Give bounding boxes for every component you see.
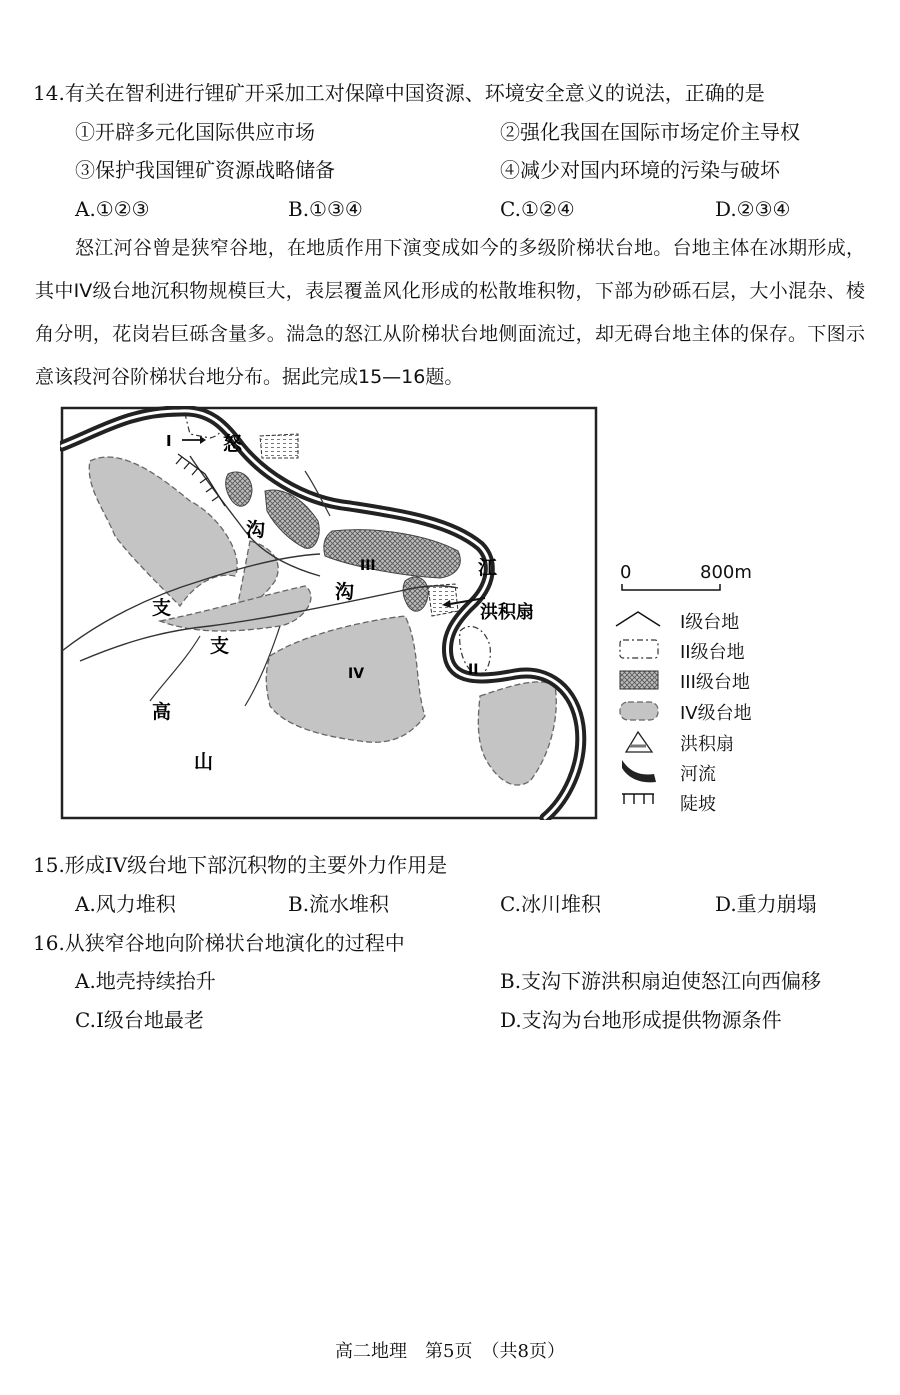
q16-option-b: B.支沟下游洪积扇迫使怒江向西偏移 xyxy=(500,969,822,993)
passage: 怒江河谷曾是狭窄谷地，在地质作用下演变成如今的多级阶梯状台地。台地主体在冰期形成，其中IV级台地沉积物规模巨大，表层覆盖风化形成的松散堆积物，下部为砂砾石层，大小混杂、棱角分明，花岗岩巨砾含量多。湍急的怒江从阶梯状台地侧面流过，却无碍台地主体的保存。下图示意该段河谷阶梯状台地分布。据此完成15—16题。 xyxy=(35,237,865,388)
label-zhi-2: 支 xyxy=(210,635,230,657)
label-terrace-i: I xyxy=(166,432,172,450)
legend-label-steep: 陡坡 xyxy=(680,794,716,815)
legend-label-river: 河流 xyxy=(680,764,716,785)
label-gou-1: 沟 xyxy=(246,519,266,541)
legend-label-i: I级台地 xyxy=(680,612,740,633)
q16-stem: 16.从狭窄谷地向阶梯状台地演化的过程中 xyxy=(33,931,405,955)
label-terrace-ii: II xyxy=(468,662,479,678)
label-gou-2: 沟 xyxy=(335,581,355,603)
label-alluvial-fan: 洪积扇 xyxy=(480,602,534,623)
legend-label-iii: III级台地 xyxy=(680,672,750,693)
legend-symbol-iii xyxy=(620,671,658,689)
q14-item-2: ②强化我国在国际市场定价主导权 xyxy=(500,120,800,144)
q16-option-a: A.地壳持续抬升 xyxy=(75,969,216,993)
q14-option-a: A.①②③ xyxy=(75,197,150,221)
label-jiang: 江 xyxy=(478,557,498,579)
legend-symbol-river xyxy=(622,760,656,782)
q15-stem: 15.形成IV级台地下部沉积物的主要外力作用是 xyxy=(33,853,448,877)
q14-option-d: D.②③④ xyxy=(715,197,791,221)
scale-dist: 800m xyxy=(700,562,752,583)
terrace-map xyxy=(60,406,598,820)
q15-option-b: B.流水堆积 xyxy=(288,892,390,916)
legend-symbol-i xyxy=(616,612,660,626)
legend-label-ii: II级台地 xyxy=(680,642,745,663)
q14-option-c: C.①②④ xyxy=(500,197,575,221)
q14-option-b: B.①③④ xyxy=(288,197,363,221)
legend-symbol-iv xyxy=(620,702,658,720)
legend-symbol-ii xyxy=(620,640,658,658)
scale-bar xyxy=(622,584,720,590)
fan-east xyxy=(428,584,458,616)
label-nu: 怒 xyxy=(223,433,243,455)
label-terrace-iv: IV xyxy=(348,666,365,682)
q14-item-1: ①开辟多元化国际供应市场 xyxy=(75,120,315,144)
label-terrace-iii: III xyxy=(360,558,376,574)
legend-label-iv: IV级台地 xyxy=(680,703,752,724)
scale-zero: 0 xyxy=(620,562,632,583)
q15-option-d: D.重力崩塌 xyxy=(715,892,817,916)
legend-label-fan: 洪积扇 xyxy=(680,734,734,755)
map-legend xyxy=(612,560,792,820)
page-footer: 高二地理 第5页 （共8页） xyxy=(335,1341,565,1362)
q14-item-4: ④减少对国内环境的污染与破坏 xyxy=(500,158,780,182)
fan-north xyxy=(260,434,298,458)
q15-option-a: A.风力堆积 xyxy=(75,892,176,916)
q16-option-d: D.支沟为台地形成提供物源条件 xyxy=(500,1008,782,1032)
label-zhi-1: 支 xyxy=(152,597,172,619)
label-gao: 高 xyxy=(152,701,172,723)
q14-item-3: ③保护我国锂矿资源战略储备 xyxy=(75,158,335,182)
legend-symbol-steep xyxy=(622,794,654,804)
q14-stem: 14.有关在智利进行锂矿开采加工对保障中国资源、环境安全意义的说法，正确的是 xyxy=(33,81,765,105)
q16-option-c: C.I级台地最老 xyxy=(75,1008,204,1032)
q15-option-c: C.冰川堆积 xyxy=(500,892,601,916)
label-shan: 山 xyxy=(194,751,214,773)
legend-symbol-fan xyxy=(626,732,652,752)
